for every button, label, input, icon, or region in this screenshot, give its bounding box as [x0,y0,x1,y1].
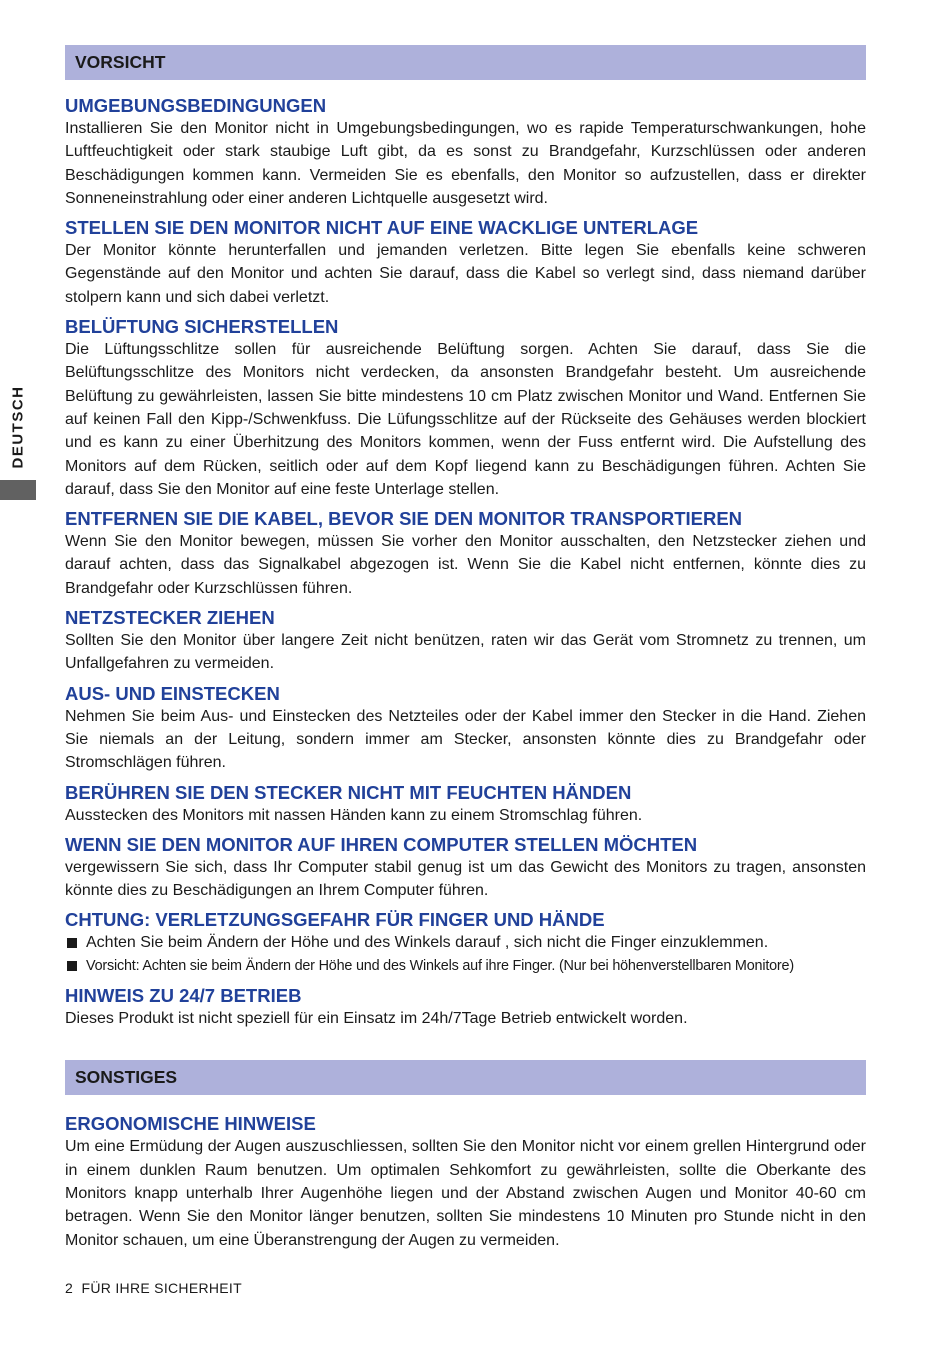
section-header-sonstiges: SONSTIGES [65,1060,866,1095]
text-einstecken: Nehmen Sie beim Aus- und Einstecken des Netzteiles oder der Kabel immer den Stecker in die Hand. Ziehen Sie niemals an der Leitung, sondern immer am Stecker, ansonsten könnte dies zu Brandgefahr oder Stromschlägen führen. [65,707,866,772]
square-bullet-icon [67,961,77,971]
text-computer: vergewissern Sie sich, dass Ihr Computer stabil genug ist um das Gewicht des Monitors zu tragen, ansonsten könnte dies zu Beschädigungen an Ihrem Computer führen. [65,858,866,900]
finger-bullet-1-text: Achten Sie beim Ändern der Höhe und des Winkels darauf , sich nicht die Finger einzuklemmen. [86,934,769,952]
heading-computer: WENN SIE DEN MONITOR AUF IHREN COMPUTER STELLEN MÖCHTEN [65,833,698,855]
text-kabel: Wenn Sie den Monitor bewegen, müssen Sie vorher den Monitor ausschalten, den Netzstecker ziehen und darauf achten, dass das Signalkabel abgezogen ist. Wenn Sie die Kabel nicht entfernen, könnte dies zu Brandgefahr oder Kurzschlüssen führen. [65,533,866,597]
heading-netzstecker: NETZSTECKER ZIEHEN [65,607,275,629]
finger-bullet-2-text: Vorsicht: Achten sie beim Ändern der Höhe und des Winkels auf ihre Finger. (Nur bei höhenverstellbaren Monitore) [86,957,794,974]
block-kabel [65,508,866,600]
block-umgebung [65,95,866,210]
block-unterlage [65,217,866,309]
block-finger [65,909,866,978]
block-feuchte-haende [65,782,866,827]
text-belueftung: Die Lüftungsschlitze sollen für ausreichende Belüftung sorgen. Achten Sie darauf, dass Sie die Belüftungsschlitze des Monitors nicht verdecken, da ansonsten Brandgefahr besteht. Um ausreichende Belüftung zu gewährleisten, lassen Sie bitte mindestens 10 cm Platz zwischen Monitor und Wand. Entfernen Sie auf keinen Fall den Kipp-/Schwenkfuss. Die Lüfungsschlitze auf der Rückseite des Gehäuses werden blockiert und es kann zu einer Überhitzung des Monitors kommen, wenn der Fuss entfernt wird. Die Aufstellung des Monitors auf dem Rücken, seitlich oder auf dem Kopf liegend kann zu Beschädigungen führen. Achten Sie darauf, dass Sie den Monitor auf eine feste Unterlage stellen. [65,341,866,498]
section-header-vorsicht: VORSICHT [65,45,866,80]
language-label: DEUTSCH [9,385,27,469]
text-umgebung: Installieren Sie den Monitor nicht in Umgebungsbedingungen, wo es rapide Temperaturschwankungen, hohe Luftfeuchtigkeit oder stark staubige Luft gibt, da es sonst zu Brandgefahr, Kurzschlüssen oder anderen Beschädigungen kommen kann. Vermeiden Sie es ebenfalls, den Monitor so aufzustellen, dass er direkter Sonneneinstrahlung oder einer anderen Lichtquelle ausgesetzt wird. [65,120,866,207]
page-footer [65,1280,242,1296]
side-tab-marker [0,480,36,500]
block-netzstecker [65,607,866,676]
heading-belueftung: BELÜFTUNG SICHERSTELLEN [65,316,339,338]
text-ergonomie: Um eine Ermüdung der Augen auszuschliessen, sollten Sie den Monitor nicht vor einem grellen Hintergrund oder in einem dunklen Raum benutzen. Um optimalen Sehkomfort zu gewährleisten, sollte die Oberkante des Monitors knapp unterhalb Ihrer Augenhöhe liegen und der Abstand zwischen Augen und Monitor 40-60 cm betragen. Wenn Sie den Monitor länger benutzen, sollten Sie mindestens 10 Minuten pro Stunde nicht in den Monitor schauen, um eine Überanstrengung der Augen zu vermeiden. [65,1138,866,1249]
footer-title: FÜR IHRE SICHERHEIT [81,1280,242,1296]
finger-bullet-2 [65,955,866,978]
square-bullet-icon [67,938,77,948]
block-einstecken [65,683,866,775]
heading-umgebung: UMGEBUNGSBEDINGUNGEN [65,95,327,116]
page-content [65,45,866,1252]
text-feuchte-haende: Ausstecken des Monitors mit nassen Händen kann zu einem Stromschlag führen. [65,806,643,824]
language-label-box [4,378,32,476]
block-ergonomie [65,1113,866,1251]
block-computer [65,834,866,903]
heading-hinweis: HINWEIS ZU 24/7 BETRIEB [65,985,302,1007]
heading-unterlage: STELLEN SIE DEN MONITOR NICHT AUF EINE WACKLIGE UNTERLAGE [65,217,699,239]
language-side-tab [0,378,36,500]
heading-ergonomie: ERGONOMISCHE HINWEISE [65,1113,316,1135]
text-unterlage: Der Monitor könnte herunterfallen und jemanden verletzen. Bitte legen Sie ebenfalls keine schweren Gegenstände auf den Monitor und achten Sie darauf, dass die Kabel so verlegt sind, dass niemand darüber stolpern kann und sich dabei verletzt. [65,242,866,306]
heading-finger: CHTUNG: VERLETZUNGSGEFAHR FÜR FINGER UND HÄNDE [65,909,605,931]
block-belueftung [65,316,866,501]
heading-feuchte-haende: BERÜHREN SIE DEN STECKER NICHT MIT FEUCHTEN HÄNDEN [65,781,632,803]
heading-kabel: ENTFERNEN SIE DIE KABEL, BEVOR SIE DEN MONITOR TRANSPORTIEREN [65,508,743,530]
heading-einstecken: AUS- UND EINSTECKEN [65,682,280,704]
text-hinweis: Dieses Produkt ist nicht speziell für ein Einsatz im 24h/7Tage Betrieb entwickelt worden. [65,1010,688,1028]
page-number: 2 [65,1280,74,1296]
text-netzstecker: Sollten Sie den Monitor über langere Zeit nicht benützen, raten wir das Gerät vom Stromnetz zu trennen, um Unfallgefahren zu vermeiden. [65,632,866,673]
finger-bullet-1 [65,931,866,954]
block-hinweis [65,985,866,1030]
